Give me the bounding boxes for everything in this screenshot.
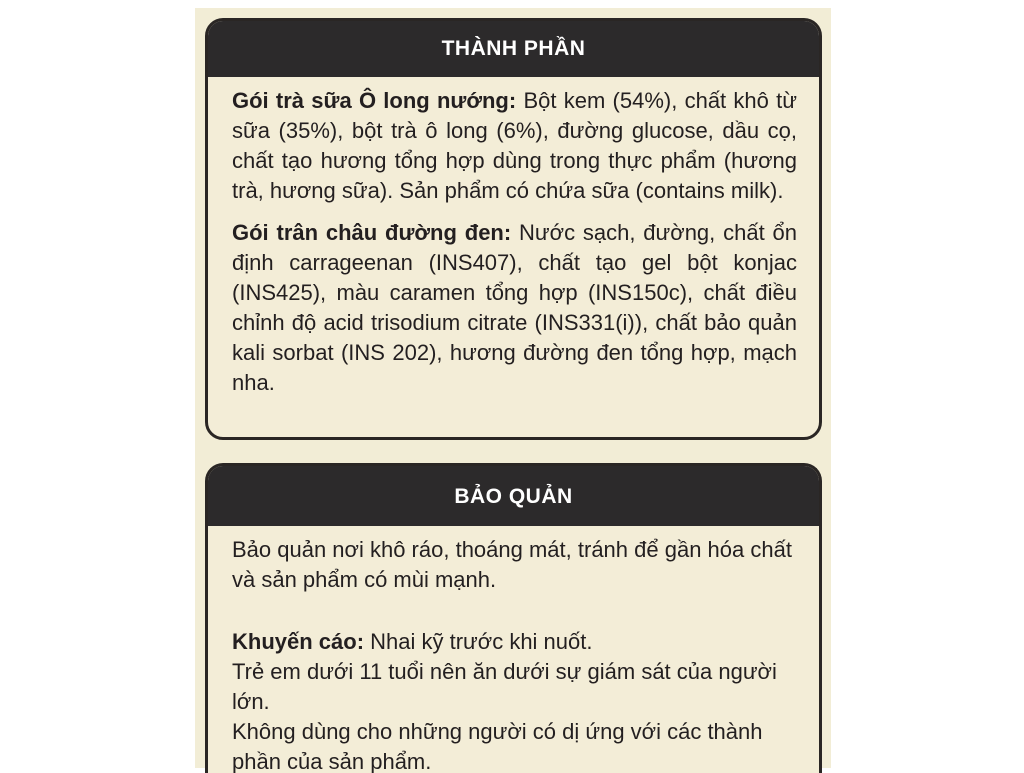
pearls-paragraph [232, 218, 797, 398]
warning-paragraph [232, 627, 797, 657]
ingredients-panel [205, 18, 822, 440]
storage-body [208, 526, 819, 773]
warning-line-allergy: Không dùng cho những người có dị ứng với các thành phần của sản phẩm. [232, 719, 763, 773]
milk-tea-text: Bột kem (54%), chất khô từ sữa (35%), bột trà ô long (6%), đường glucose, dầu cọ, chất tạo hương tổng hợp dùng trong thực phẩm (hương trà, hương sữa). Sản phẩm có chứa sữa (contains milk). [232, 88, 797, 203]
pearls-text: Nước sạch, đường, chất ổn định carrageenan (INS407), chất tạo gel bột konjac (INS425), màu caramen tổng hợp (INS150c), chất điều chỉnh độ acid trisodium citrate (INS331(i)), chất bảo quản kali sorbat (INS 202), hương đường đen tổng hợp, mạch nha. [232, 220, 797, 395]
ingredients-title: THÀNH PHẦN [208, 21, 819, 77]
storage-text: Bảo quản nơi khô ráo, thoáng mát, tránh để gần hóa chất và sản phẩm có mùi mạnh. [232, 537, 792, 592]
milk-tea-paragraph [232, 86, 797, 206]
warning-line-children: Trẻ em dưới 11 tuổi nên ăn dưới sự giám sát của người lớn. [232, 659, 777, 714]
storage-title: BẢO QUẢN [208, 466, 819, 526]
milk-tea-label: Gói trà sữa Ô long nướng: [232, 88, 517, 113]
warning-text: Nhai kỹ trước khi nuốt. [364, 629, 593, 654]
storage-panel [205, 463, 822, 773]
pearls-label: Gói trân châu đường đen: [232, 220, 512, 245]
warning-label: Khuyến cáo: [232, 629, 365, 654]
ingredients-body [208, 77, 819, 398]
